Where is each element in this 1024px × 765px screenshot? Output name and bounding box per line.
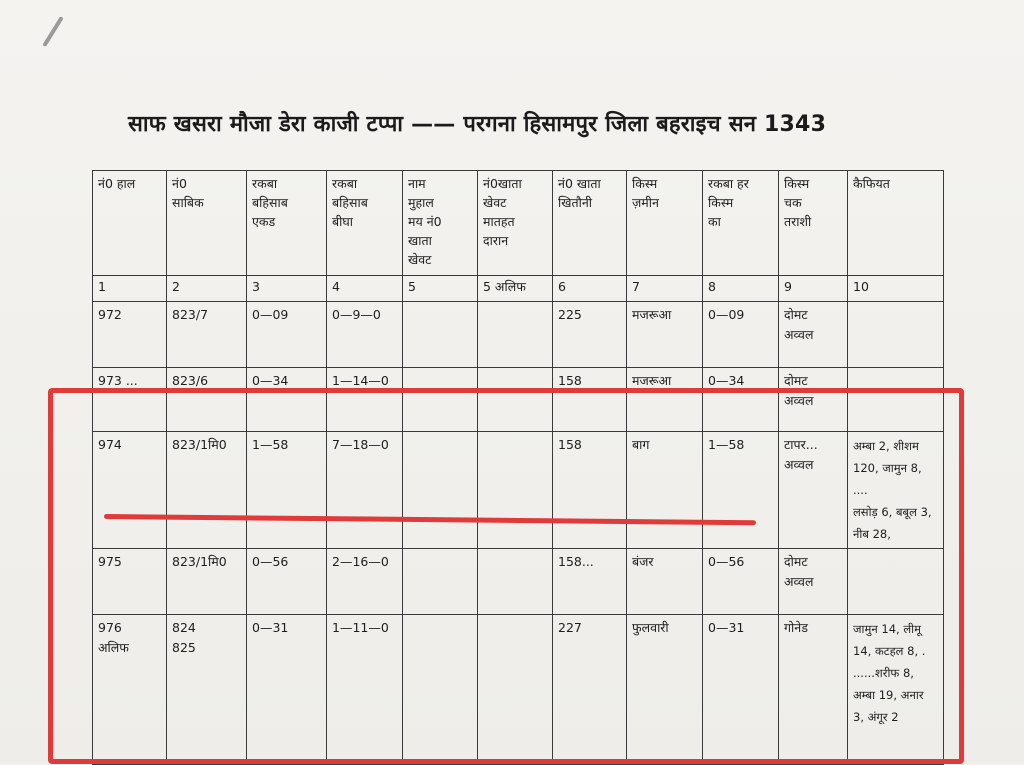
table-cell: 1—58 xyxy=(247,432,327,549)
table-cell: 0—09 xyxy=(703,302,779,368)
column-header-line: किस्म xyxy=(708,195,734,210)
column-header-line: एकड xyxy=(252,214,276,229)
table-cell-line: अम्बा 19, अनार xyxy=(853,688,924,702)
table-cell: 0—34 xyxy=(703,368,779,432)
table-cell: 7—18—0 xyxy=(327,432,403,549)
table-cell xyxy=(478,432,553,549)
table-cell: 1—14—0 xyxy=(327,368,403,432)
table-cell-line: अव्वल xyxy=(784,393,814,408)
table-cell xyxy=(93,368,167,432)
table-cell: 0—34 xyxy=(247,368,327,432)
staple-pin-mark xyxy=(42,16,63,47)
table-cell xyxy=(779,432,848,549)
table-cell xyxy=(93,615,167,765)
table-cell: फुलवारी xyxy=(627,615,703,765)
table-cell: 225 xyxy=(553,302,627,368)
column-header-line: नं0खाता xyxy=(483,176,522,191)
document-title: साफ खसरा मौजा डेरा काजी टप्पा —— परगना हिसामपुर जिला बहराइच सन 1343 xyxy=(128,112,827,137)
table-cell xyxy=(167,615,247,765)
column-header xyxy=(167,171,247,276)
column-number: 8 xyxy=(703,276,779,302)
column-header xyxy=(703,171,779,276)
column-header-line: खितौनी xyxy=(558,195,593,210)
table-cell xyxy=(403,432,478,549)
table-cell xyxy=(848,302,944,368)
column-number: 7 xyxy=(627,276,703,302)
column-number: 3 xyxy=(247,276,327,302)
table-cell: मजरूआ xyxy=(627,368,703,432)
column-header xyxy=(478,171,553,276)
column-header-line: किस्म xyxy=(632,176,658,191)
column-header-line: बहिसाब xyxy=(252,195,288,210)
table-cell: 2—16—0 xyxy=(327,549,403,615)
column-header-line: नं0 खाता xyxy=(558,176,601,191)
table-row xyxy=(93,549,944,615)
column-header-line: बहिसाब xyxy=(332,195,368,210)
column-number: 9 xyxy=(779,276,848,302)
column-header-line: रकबा xyxy=(252,176,278,191)
column-header xyxy=(779,171,848,276)
table-cell xyxy=(167,302,247,368)
table-cell: बंजर xyxy=(627,549,703,615)
table-cell: 158 xyxy=(553,432,627,549)
table-cell-line: 823/1मि0 xyxy=(172,437,227,452)
khasra-register-table xyxy=(92,170,944,765)
table-cell-line: 120, जामुन 8, .... xyxy=(853,461,922,497)
column-number: 2 xyxy=(167,276,247,302)
column-number: 4 xyxy=(327,276,403,302)
table-cell: 1—11—0 xyxy=(327,615,403,765)
table-cell: 1—58 xyxy=(703,432,779,549)
table-cell-line: दोमट xyxy=(784,373,808,388)
table-row xyxy=(93,302,944,368)
table-cell: 158 xyxy=(553,368,627,432)
table-cell xyxy=(848,549,944,615)
column-header-line: मुहाल xyxy=(408,195,434,210)
table-cell-line: अव्वल xyxy=(784,457,814,472)
column-header-line: का xyxy=(708,214,721,229)
table-row xyxy=(93,615,944,765)
column-header xyxy=(327,171,403,276)
column-header xyxy=(553,171,627,276)
table-cell-line: 14, कटहल 8, . xyxy=(853,644,926,658)
table-cell-line: 974 xyxy=(98,437,122,452)
column-number: 6 xyxy=(553,276,627,302)
column-header-line: खाता xyxy=(408,233,432,248)
table-cell-line: अव्वल xyxy=(784,327,814,342)
table-cell xyxy=(478,549,553,615)
table-cell xyxy=(848,432,944,549)
column-header xyxy=(627,171,703,276)
column-header xyxy=(247,171,327,276)
column-header-line: खेवट xyxy=(408,252,432,267)
column-header-line: रकबा हर xyxy=(708,176,749,191)
table-cell-line: 823/7 xyxy=(172,307,209,322)
table-cell xyxy=(848,368,944,432)
column-header-line: तराशी xyxy=(784,214,812,229)
table-cell-line: अलिफ xyxy=(98,640,129,655)
table-cell xyxy=(403,615,478,765)
column-number: 5 xyxy=(403,276,478,302)
table-cell-line: ......शरीफ 8, xyxy=(853,666,914,680)
table-cell: 227 xyxy=(553,615,627,765)
column-header-line: किस्म xyxy=(784,176,810,191)
column-header xyxy=(403,171,478,276)
table-cell-line: 972 xyxy=(98,307,122,322)
table-cell-line: 3, अंगूर 2 xyxy=(853,710,899,724)
table-cell xyxy=(779,549,848,615)
column-header xyxy=(848,171,944,276)
column-number: 1 xyxy=(93,276,167,302)
table-cell-line: अम्बा 2, शीशम xyxy=(853,439,919,453)
table-header-row xyxy=(93,171,944,276)
table-cell: 0—56 xyxy=(703,549,779,615)
table-cell: 158... xyxy=(553,549,627,615)
table-cell-line: टापर... xyxy=(784,437,818,452)
table-cell xyxy=(478,302,553,368)
column-header-line: ज़मीन xyxy=(632,195,659,210)
table-cell xyxy=(167,432,247,549)
table-cell xyxy=(93,432,167,549)
column-header-line: मय नं0 xyxy=(408,214,442,229)
column-header-line: नं0 xyxy=(172,176,187,191)
table-cell-line: 823/1मि0 xyxy=(172,554,227,569)
table-cell-line: अव्वल xyxy=(784,574,814,589)
column-header-line: साबिक xyxy=(172,195,204,210)
table-cell xyxy=(403,368,478,432)
table-cell-line: 976 xyxy=(98,620,122,635)
table-cell: 0—09 xyxy=(247,302,327,368)
column-number: 5 अलिफ xyxy=(478,276,553,302)
table-cell xyxy=(403,549,478,615)
table-cell-line: दोमट xyxy=(784,554,808,569)
table-cell-line: 824 xyxy=(172,620,196,635)
column-header-line: नं0 हाल xyxy=(98,176,136,191)
table-cell: 0—31 xyxy=(703,615,779,765)
column-header xyxy=(93,171,167,276)
column-number: 10 xyxy=(848,276,944,302)
table-cell xyxy=(93,302,167,368)
table-cell xyxy=(478,615,553,765)
table-cell xyxy=(779,368,848,432)
table-cell: बाग xyxy=(627,432,703,549)
table-cell-line: जामुन 14, लीमू xyxy=(853,622,922,636)
column-header-line: चक xyxy=(784,195,802,210)
table-cell xyxy=(779,302,848,368)
table-cell-line: 823/6 xyxy=(172,373,209,388)
table-cell xyxy=(403,302,478,368)
table-cell-line: गोनेड xyxy=(784,620,808,635)
table-cell xyxy=(478,368,553,432)
table-cell-line: नीब 28, xyxy=(853,527,891,541)
column-header-line: नाम xyxy=(408,176,426,191)
table-cell xyxy=(93,549,167,615)
column-header-line: कैफियत xyxy=(853,176,890,191)
table-cell-line: 975 xyxy=(98,554,122,569)
table-cell xyxy=(848,615,944,765)
column-header-line: मातहत xyxy=(483,214,515,229)
table-cell: 0—9—0 xyxy=(327,302,403,368)
table-cell: 0—31 xyxy=(247,615,327,765)
column-header-line: बीघा xyxy=(332,214,354,229)
table-row xyxy=(93,368,944,432)
table-cell-line: 973 ... xyxy=(98,373,138,388)
column-header-line: खेवट xyxy=(483,195,507,210)
column-header-line: रकबा xyxy=(332,176,358,191)
column-header-line: दारान xyxy=(483,233,509,248)
table-cell xyxy=(779,615,848,765)
table-cell-line: लसोड़ 6, बबूल 3, xyxy=(853,505,932,519)
table-cell: मजरूआ xyxy=(627,302,703,368)
table-cell-line: 825 xyxy=(172,640,196,655)
table-row xyxy=(93,432,944,549)
column-number-row xyxy=(93,276,944,302)
table-cell-line: दोमट xyxy=(784,307,808,322)
table-cell xyxy=(167,368,247,432)
table-cell xyxy=(167,549,247,615)
table-cell: 0—56 xyxy=(247,549,327,615)
